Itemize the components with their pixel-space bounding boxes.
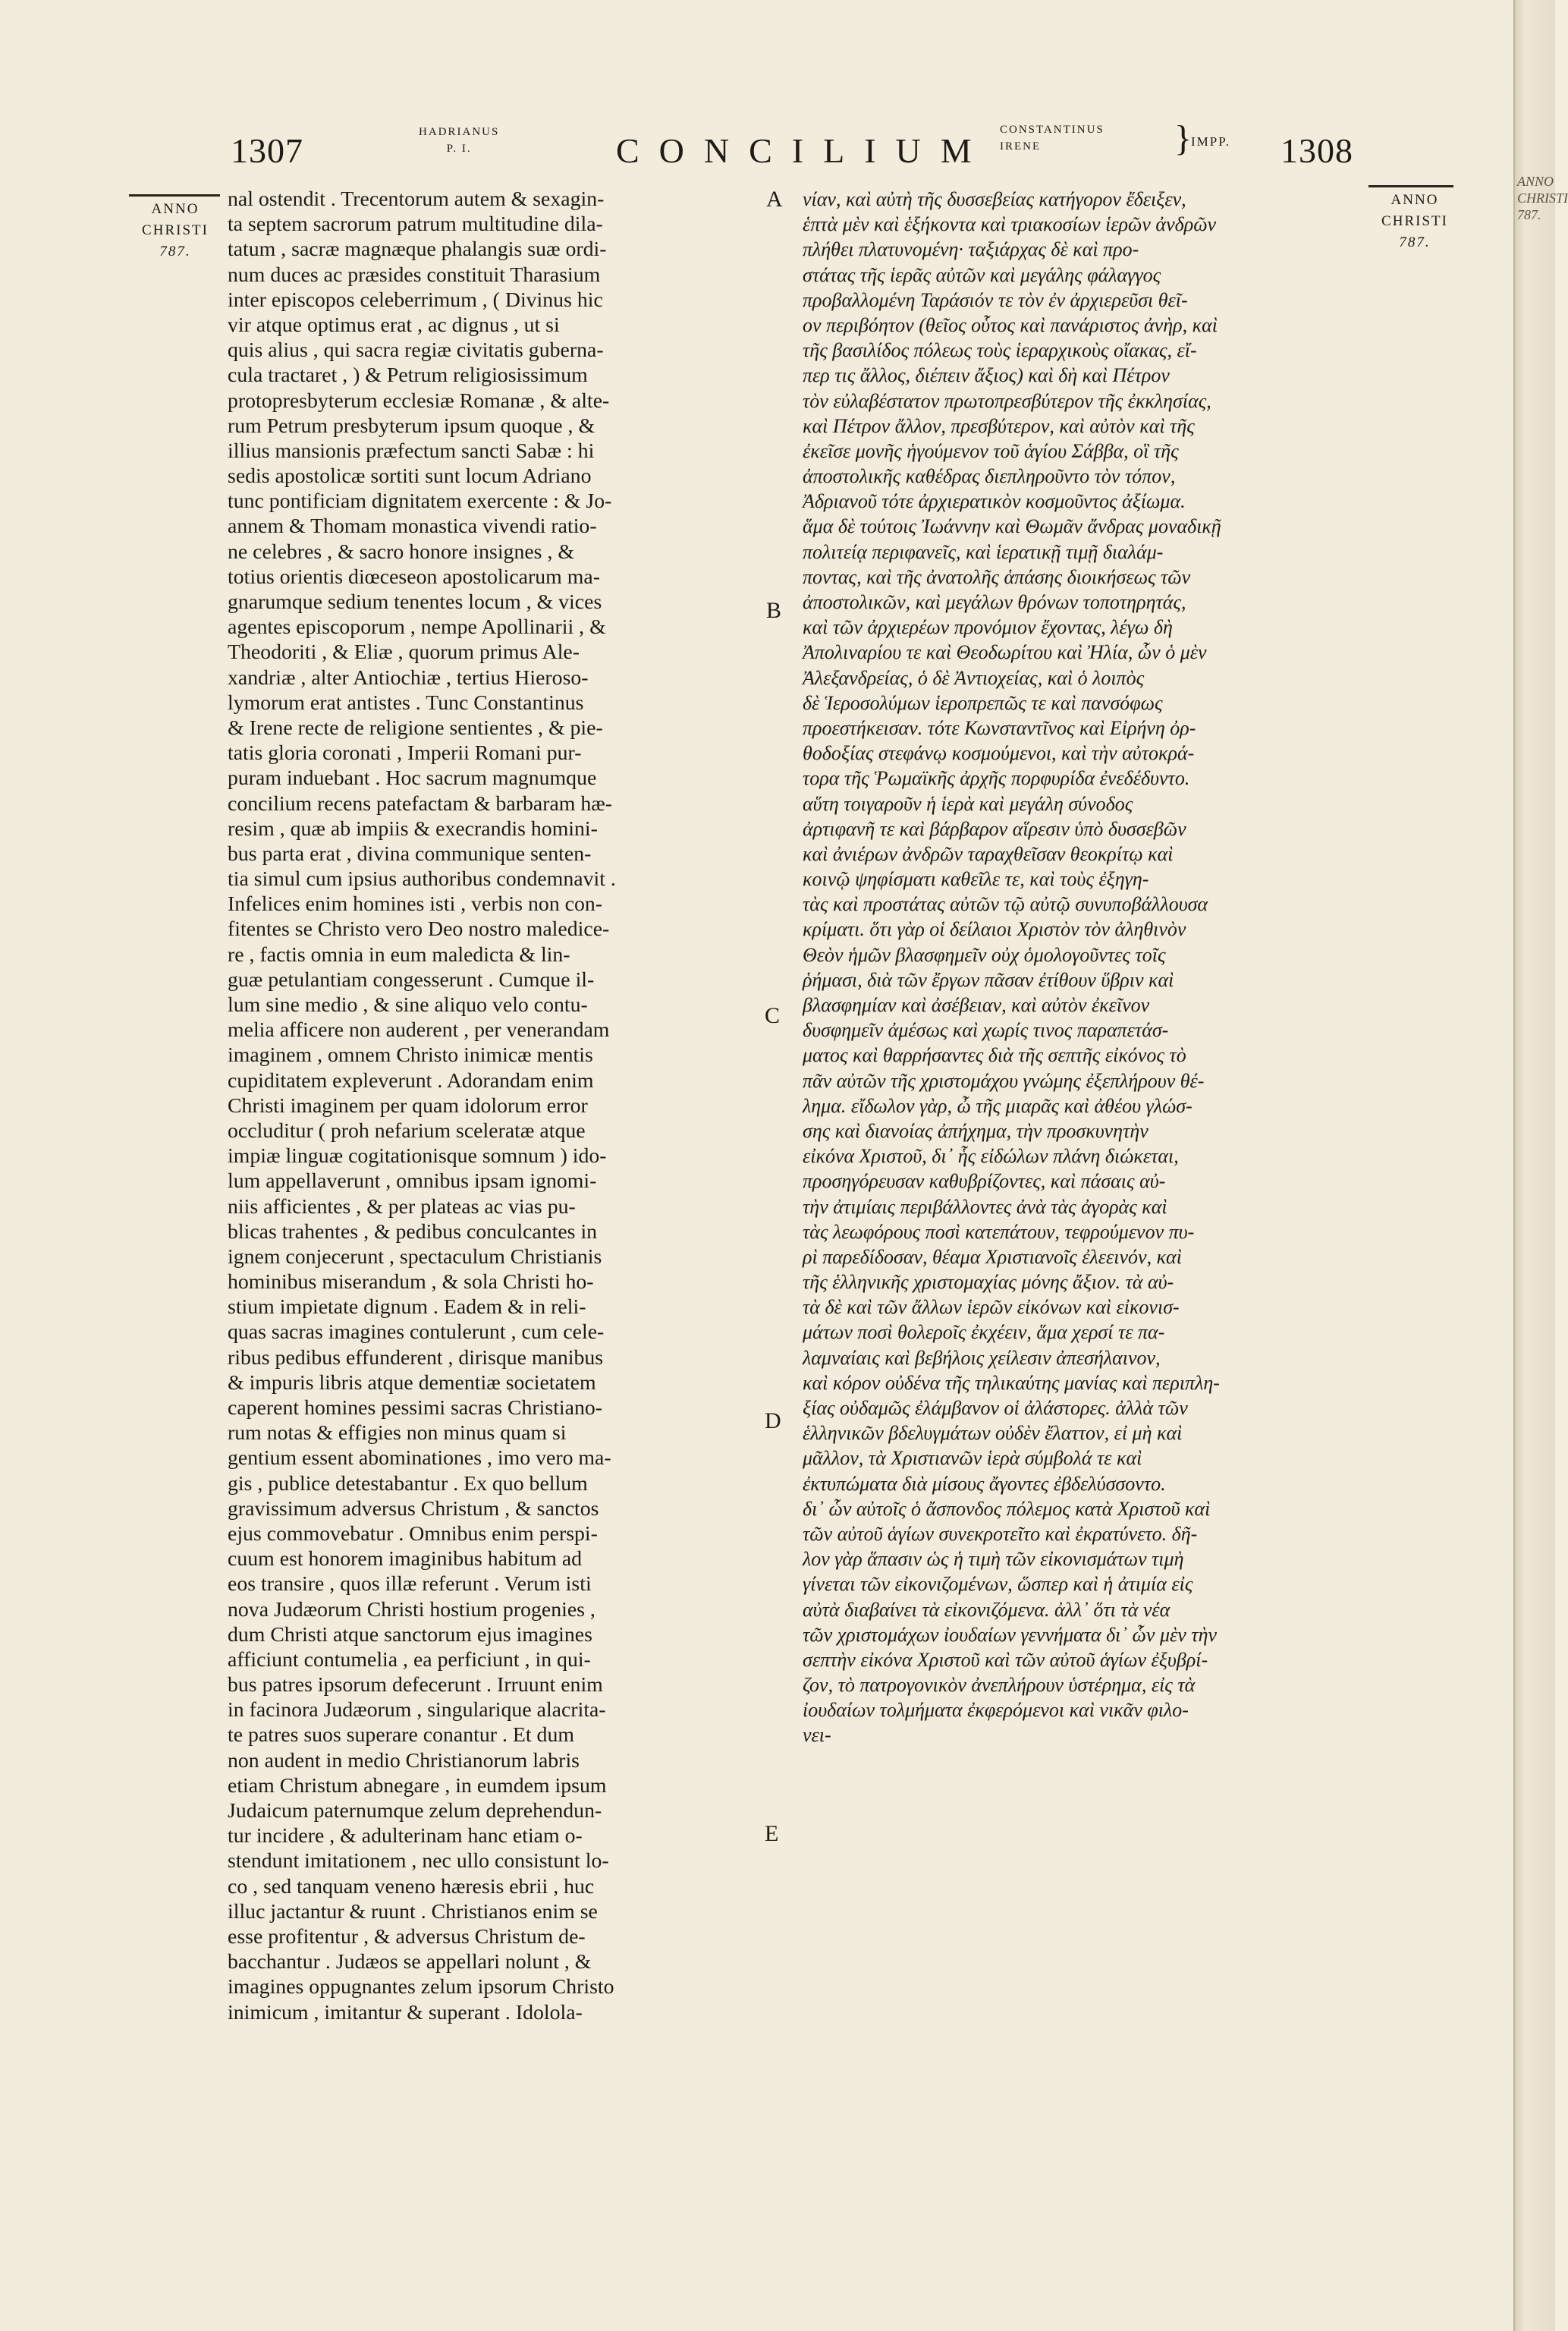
text-line: tur incidere , & adulterinam hanc etiam o- [228,1824,583,1848]
text-line: ματος καὶ θαρρήσαντες διὰ τῆς σεπτῆς εἰκόνος τὸ [803,1044,1186,1067]
text-line: & impuris libris atque dementiæ societatem [228,1370,596,1395]
text-line: rum notas & effigies non minus quam si [228,1421,567,1445]
section-marker-e: E [765,1821,779,1846]
text-line: agentes episcoporum , nempe Apollinarii , & [228,615,606,640]
text-line: ἀποστολικῶν, καὶ μεγάλων θρόνων τοποτηρητάς, [803,591,1186,613]
text-line: δυσφημεῖν ἀμέσως καὶ χωρίς τινος παραπετάσ- [803,1019,1169,1042]
text-line: re , factis omnia in eum maledicta & lin- [228,942,570,967]
text-line: resim , quæ ab impiis & execrandis homini- [228,816,598,841]
text-line: imaginem , omnem Christo inimicæ mentis [228,1043,593,1068]
text-line: gnarumque sedium tenentes locum , & vices [228,590,602,614]
text-line: totius orientis diœceseon apostolicarum ma- [228,565,600,589]
text-line: bus patres ipsorum defecerunt . Irruunt enim [228,1673,603,1697]
text-line: ποντας, καὶ τῆς ἀνατολῆς ἁπάσης διοικήσεως τῶν [803,565,1191,588]
text-line: δὲ Ἱεροσολύμων ἱεροπρεπῶς τε καὶ πανσόφως [803,691,1163,714]
margin-rule-right [1368,185,1453,187]
text-line: eos transire , quos illæ referunt . Verum isti [228,1572,592,1596]
text-line: περ τις ἄλλος, διέπειν ἄξιος) καὶ δὴ καὶ Πέτρον [803,364,1170,387]
text-line: βλασφημίαν καὶ ἀσέβειαν, καὶ αὐτὸν ἐκεῖνον [803,994,1150,1016]
text-line: impiæ linguæ cogitationisque somnum ) ido- [228,1144,607,1169]
margin-note-right [1373,190,1456,253]
text-line: tia simul cum ipsius authoribus condemnavit . [228,867,616,892]
text-line: gentium essent abominationes , imo vero ma- [228,1446,611,1471]
next-page-margin-note [1517,173,1568,223]
text-line: προεστήκεισαν. τότε Κωνσταντῖνος καὶ Εἰρήνη ὀρ- [803,716,1196,739]
text-line: esse profitentur , & adversus Christum de- [228,1924,586,1949]
text-line: annem & Thomam monastica vivendi ratio- [228,514,597,539]
text-line: cula tractaret , ) & Petrum religiosissimum [228,363,588,388]
text-line: λαμναίαις καὶ βεβήλοις χείλεσιν ἀπεσήλαινον, [803,1346,1161,1369]
text-line: δι᾽ ὧν αὐτοῖς ὁ ἄσπονδος πόλεμος κατὰ Χριστοῦ καὶ [803,1497,1211,1520]
text-line: καὶ Πέτρον ἄλλον, πρεσβύτερον, καὶ αὐτὸν καὶ τῆς [803,414,1195,437]
emperor-constantinus: CONSTANTINUS [1000,124,1105,136]
text-line: ζον, τὸ πατρογονικὸν ἀνεπλήρουν ὑστέρημα, εἰς τὰ [803,1674,1196,1697]
text-line: puram induebant . Hoc sacrum magnumque [228,766,597,791]
text-line: προβαλλομένη Ταράσιόν τε τὸν ἐν ἀρχιερεῦσι θεῖ- [803,288,1188,311]
edge-anno: ANNO [1517,174,1554,189]
edge-year: 787. [1517,207,1541,222]
text-line: κρίματι. ὅτι γὰρ οἱ δείλαιοι Χριστὸν τὸν ἀληθινὸν [803,918,1186,941]
text-line: ἑπτὰ μὲν καὶ ἑξήκοντα καὶ τριακοσίων ἱερῶν ἀνδρῶν [803,213,1217,236]
text-line: cupiditatem expleverunt . Adorandam enim [228,1068,594,1093]
text-line: hominibus miserandum , & sola Christi ho- [228,1270,594,1294]
text-line: Judaicum paternumque zelum deprehendun- [228,1799,602,1823]
text-line: non audent in medio Christianorum labris [228,1748,580,1773]
text-line: ρὶ παρεδίδοσαν, θέαμα Χριστιανοῖς ἐλεεινόν, καὶ [803,1245,1182,1268]
text-line: τῆς ἑλληνικῆς χριστομαχίας μόνης ἄξιον. τὰ αὐ- [803,1271,1174,1294]
text-line: λημα. εἴδωλον γὰρ, ὦ τῆς μιαρᾶς καὶ ἀθέου γλώσ- [803,1094,1192,1117]
text-line: Ἀδριανοῦ τότε ἀρχιερατικὸν κοσμοῦντος ἀξίωμα. [803,490,1186,513]
text-line: νίαν, καὶ αὐτὴ τῆς δυσσεβείας κατήγορον ἔδειξεν, [803,188,1186,210]
text-line: μᾶλλον, τὰ Χριστιανῶν ἱερὰ σύμβολά τε καὶ [803,1447,1142,1470]
text-line: ἰουδαίων τολμήματα ἐκφερόμενοι καὶ νικᾶν φιλο- [803,1699,1189,1722]
text-line: lum appellaverunt , omnibus ipsam ignomi- [228,1169,597,1194]
text-line: προσηγόρευσαν καθυβρίζοντες, καὶ πάσαις αὐ- [803,1170,1166,1193]
text-line: guæ petulantiam congesserunt . Cumque il- [228,967,595,992]
text-line: τὴν ἀτιμίαις περιβάλλοντες ἀνὰ τὰς ἀγορὰς καὶ [803,1195,1167,1218]
text-line: αὐτὰ διαβαίνει τὰ εἰκονιζόμενα. ἀλλ᾽ ὅτι τὰ νέα [803,1598,1171,1621]
pope-number: P. I. [446,143,472,155]
text-line: stendunt imitationem , nec ullo consistunt lo- [228,1849,609,1873]
text-line: τὰς καὶ προστάτας αὐτῶν τῷ αὐτῷ συνυποβάλλουσα [803,893,1208,916]
text-line: ribus pedibus effunderent , dirisque manibus [228,1345,604,1370]
text-line: ῥήμασι, διὰ τῶν ἔργων πᾶσαν ἐτίθουν ὕβριν καὶ [803,968,1174,991]
text-line: ἐκεῖσε μονῆς ἡγούμενον τοῦ ἁγίου Σάββα, οἳ τῆς [803,439,1179,462]
text-line: Ἀπολιναρίου τε καὶ Θεοδωρίτου καὶ Ἠλία, ὧν ὁ μὲν [803,641,1207,664]
text-line: num duces ac præsides constituit Tharasium [228,263,601,287]
text-line: πλήθει πλατυνομένη· ταξιάρχας δὲ καὶ προ- [803,238,1139,261]
text-line: γίνεται τῶν εἰκονιζομένων, ὥσπερ καὶ ἡ ἀτιμία εἰς [803,1573,1193,1596]
text-line: ξίας οὐδαμῶς ἐλάμβανον οἱ ἀλάστορες. ἀλλὰ τῶν [803,1397,1188,1419]
text-line: νει- [803,1724,831,1747]
text-line: concilium recens patefactam & barbaram hæ- [228,791,613,816]
margin-note-left [134,199,217,263]
text-line: melia afficere non auderent , per venerandam [228,1018,610,1043]
anno-label: ANNO [1390,192,1439,208]
text-line: Θεὸν ἡμῶν βλασφημεῖν οὐχ ὁμολογοῦντες τοῖς [803,943,1166,966]
section-marker-d: D [765,1408,781,1433]
page-number-right: 1308 [1280,131,1353,170]
text-line: tatis gloria coronati , Imperii Romani pur- [228,741,582,766]
text-line: τῶν αὐτοῦ ἁγίων συνεκροτεῖτο καὶ ἐκρατύνετο. δῆ- [803,1522,1198,1545]
greek-text-column [803,187,1356,1748]
text-line: gravissimum adversus Christum , & sanctos [228,1496,599,1521]
text-line: fitentes se Christo vero Deo nostro maledice- [228,917,610,942]
anno-label: ANNO [151,201,200,217]
text-line: αὕτη τοιγαροῦν ἡ ἱερὰ καὶ μεγάλη σύνοδος [803,792,1133,815]
text-line: μάτων ποσὶ θολεροῖς ἐκχέειν, ἅμα χερσί τε πα- [803,1321,1165,1344]
text-line: στάτας τῆς ἱερᾶς αὐτῶν καὶ μεγάλης φάλαγγος [803,263,1161,286]
latin-text-column [228,187,759,2025]
header-imperatores: IMPP. [1191,134,1231,149]
text-line: imagines oppugnantes zelum ipsorum Christo [228,1975,614,1999]
text-line: πολιτείᾳ περιφανεῖς, καὶ ἱερατικῇ τιμῇ διαλάμ- [803,540,1164,563]
text-line: τορα τῆς Ῥωμαϊκῆς ἀρχῆς πορφυρίδα ἐνεδέδυντο. [803,767,1190,790]
text-line: te patres suos superare conantur . Et dum [228,1723,574,1747]
text-line: illuc jactantur & ruunt . Christianos enim se [228,1899,598,1924]
text-line: xandriæ , alter Antiochiæ , tertius Hieroso- [228,665,589,690]
text-line: etiam Christum abnegare , in eumdem ipsum [228,1773,607,1798]
text-line: in facinora Judæorum , singularique alacrita- [228,1698,606,1722]
text-line: σεπτὴν εἰκόνα Χριστοῦ καὶ τῶν αὐτοῦ ἁγίων ἐξυβρί- [803,1648,1208,1671]
text-line: τὰς λεωφόρους ποσὶ κατεπάτουν, τεφρούμενον πυ- [803,1220,1195,1243]
section-marker-b: B [766,598,782,623]
section-marker-c: C [765,1003,781,1028]
text-line: Infelices enim homines isti , verbis non con- [228,892,603,917]
text-line: ta septem sacrorum patrum multitudine dila- [228,212,603,237]
text-line: εἰκόνα Χριστοῦ, δι᾽ ἧς εἰδώλων πλάνη διώκεται, [803,1145,1179,1168]
text-line: τὰ δὲ καὶ τῶν ἄλλων ἱερῶν εἰκόνων καὶ εἰκονισ- [803,1296,1180,1319]
text-line: rum Petrum presbyterum ipsum quoque , & [228,414,595,438]
page-number-left: 1307 [231,131,303,170]
header-emperors [1000,121,1105,155]
text-line: τῆς βασιλίδος πόλεως τοὺς ἱεραρχικοὺς οἴακας, εἴ- [803,339,1197,362]
text-line: τὸν εὐλαβέστατον πρωτοπρεσβύτερον τῆς ἐκκλησίας, [803,389,1211,412]
text-line: lymorum erat antistes . Tunc Constantinus [228,690,584,715]
text-line: gis , publice detestabantur . Ex quo bellum [228,1471,588,1496]
text-line: vir atque optimus erat , ac dignus , ut si [228,313,560,337]
text-line: Ἀλεξανδρείας, ὁ δὲ Ἀντιοχείας, καὶ ὁ λοιπὸς [803,666,1145,689]
text-line: bacchantur . Judæos se appellari nolunt , & [228,1950,592,1974]
text-line: quas sacras imagines contulerunt , cum cele- [228,1320,605,1345]
text-line: sedis apostolicæ sortiti sunt locum Adriano [228,464,592,489]
section-marker-a: A [766,187,783,212]
text-line: θοδοξίας στεφάνῳ κοσμούμενοι, καὶ τὴν αὐτοκρά- [803,742,1195,765]
empress-irene: IRENE [1000,140,1042,153]
text-line: cuum est honorem imaginibus habitum ad [228,1547,583,1571]
text-line: illius mansionis præfectum sancti Sabæ : hi [228,439,595,463]
text-line: niis afficientes , & per plateas ac vias pu- [228,1194,576,1219]
pope-name: HADRIANUS [419,126,500,138]
text-line: πᾶν αὐτῶν τῆς χριστομάχου γνώμης ἐξεπλήρουν θέ- [803,1069,1205,1092]
text-line: ignem conjecerunt , spectaculum Christianis [228,1244,602,1269]
text-line: blicas trahentes , & pedibus conculcantes in [228,1219,598,1244]
text-line: ἅμα δὲ τούτοις Ἰωάννην καὶ Θωμᾶν ἄνδρας μοναδικῇ [803,515,1221,538]
text-line: κοινῷ ψηφίσματι καθεῖλε τε, καὶ τοὺς ἐξηγη- [803,868,1149,891]
text-line: inter episcopos celeberrimum , ( Divinus hic [228,288,603,312]
text-line: σης καὶ διανοίας ἀπήχημα, τὴν προσκυνητὴν [803,1119,1149,1142]
text-line: tatum , sacræ magnæque phalangis suæ ordi- [228,238,607,262]
christi-label: CHRISTI [1381,213,1448,229]
text-line: stium impietate dignum . Eadem & in reli- [228,1295,586,1320]
text-line: καὶ ἀνιέρων ἀνδρῶν ταραχθεῖσαν θεοκρίτῳ καὶ [803,842,1174,865]
text-line: ον περιβόητον (θεῖος οὗτος καὶ πανάριστος ἀνὴρ, καὶ [803,313,1218,336]
text-line: Theodoriti , & Eliæ , quorum primus Ale- [228,640,580,665]
text-line: quis alius , qui sacra regiæ civitatis guberna- [228,338,604,363]
text-line: ἀρτιφανῆ τε καὶ βάρβαρον αἵρεσιν ὑπὸ δυσσεβῶν [803,817,1186,840]
text-line: nal ostendit . Trecentorum autem & sexagin- [228,187,605,211]
year-label: 787. [1399,234,1431,250]
year-label: 787. [159,244,191,260]
text-line: καὶ κόρον οὐδένα τῆς τηλικαύτης μανίας καὶ περιπλη- [803,1371,1220,1394]
text-line: nova Judæorum Christi hostium progenies , [228,1597,595,1622]
next-page-edge [1513,0,1568,2331]
christi-label: CHRISTI [142,222,209,238]
text-line: Christi imaginem per quam idolorum error [228,1093,588,1118]
header-pope [419,124,499,157]
text-line: λον γὰρ ἅπασιν ὡς ἡ τιμὴ τῶν εἰκονισμάτων τιμὴ [803,1548,1184,1571]
text-line: καὶ τῶν ἀρχιερέων προνόμιον ἔχοντας, λέγω δὴ [803,616,1173,639]
edge-christi: CHRISTI [1517,190,1568,206]
text-line: ἑλληνικῶν βδελυγμάτων οὐδὲν ἔλαττον, εἰ μὴ καὶ [803,1422,1183,1445]
text-line: ne celebres , & sacro honore insignes , & [228,539,574,564]
page-title: CONCILIUM [616,131,991,170]
text-line: lum sine medio , & sine aliquo velo contu- [228,993,588,1017]
text-line: afficiunt contumelia , ea perficiunt , in qui- [228,1647,591,1672]
text-line: co , sed tanquam veneno hæresis ebrii , huc [228,1874,595,1898]
text-line: τῶν χριστομάχων ἰουδαίων γεννήματα δι᾽ ὧν μὲν τὴν [803,1623,1218,1646]
text-line: tunc pontificiam dignitatem exercente : & Jo- [228,489,612,514]
text-line: ἀποστολικῆς καθέδρας διεπληροῦντο τὸν τόπον, [803,465,1176,488]
text-line: bus parta erat , divina communique senten- [228,841,592,866]
text-line: dum Christi atque sanctorum ejus imagines [228,1622,592,1647]
text-line: caperent homines pessimi sacras Christiano- [228,1396,603,1420]
text-line: occluditur ( proh nefarium sceleratæ atque [228,1118,586,1143]
text-line: ἐκτυπώματα διὰ μίσους ἄγοντες ἐβδελύσσοντο. [803,1472,1166,1495]
brace-glyph: } [1174,118,1192,159]
text-line: & Irene recte de religione sentientes , & pie- [228,716,603,740]
margin-rule-left [129,194,220,197]
text-line: inimicum , imitantur & superant . Idolola- [228,2000,583,2024]
text-line: protopresbyterum ecclesiæ Romanæ , & alte- [228,388,610,413]
text-line: ejus commovebatur . Omnibus enim perspi- [228,1521,598,1546]
